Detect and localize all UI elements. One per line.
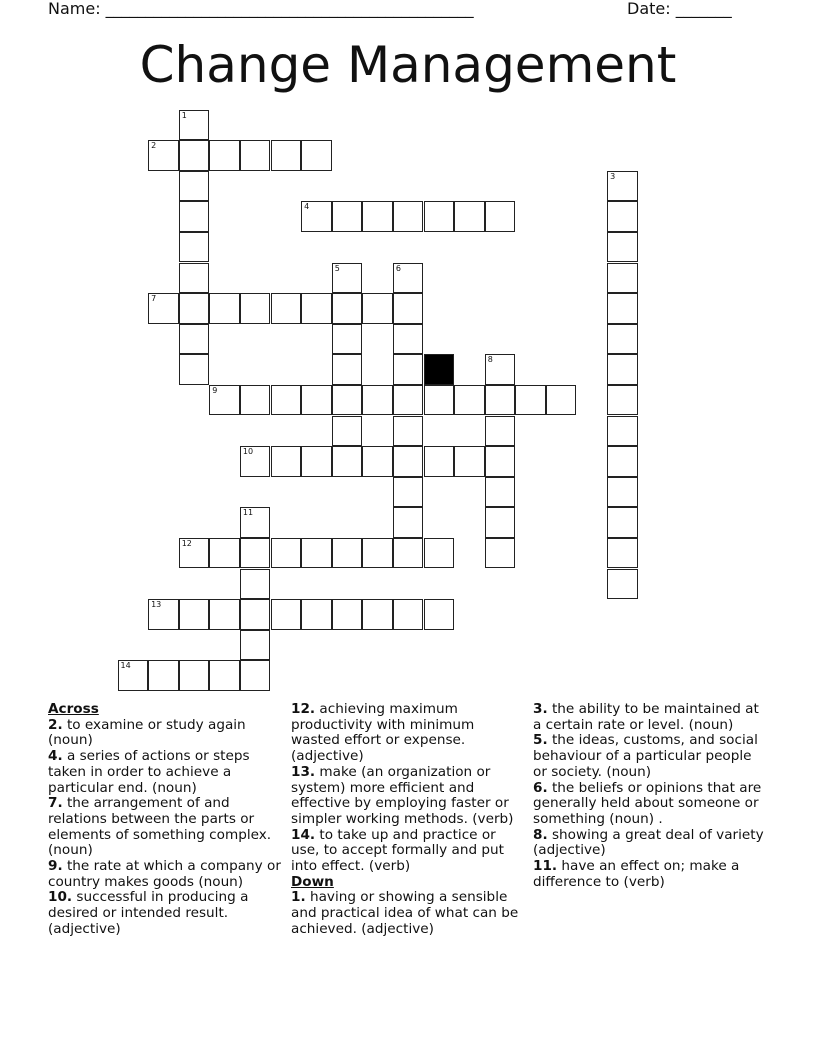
clue-number: 6 — [395, 263, 401, 273]
grid-cell[interactable] — [301, 538, 332, 569]
grid-cell[interactable] — [332, 354, 363, 385]
grid-cell[interactable] — [607, 477, 638, 508]
grid-cell[interactable] — [240, 599, 271, 630]
grid-cell[interactable] — [607, 446, 638, 477]
grid-cell[interactable] — [332, 446, 363, 477]
grid-cell[interactable] — [362, 599, 393, 630]
grid-cell[interactable] — [301, 140, 332, 171]
grid-cell[interactable] — [179, 293, 210, 324]
grid-cell[interactable] — [179, 660, 210, 691]
grid-cell[interactable] — [607, 263, 638, 294]
clue-down-3: 3. the ability to be maintained at a certain rate or level. (noun) — [533, 701, 759, 733]
clue-across-4: 4. a series of actions or steps taken in order to achieve a particular end. (noun) — [48, 748, 250, 796]
grid-cell[interactable] — [148, 660, 179, 691]
clue-across-7: 7. the arrangement of and relations between the parts or elements of something complex. (noun) — [48, 795, 272, 859]
grid-cell[interactable] — [179, 599, 210, 630]
clue-number: 12 — [181, 538, 192, 548]
grid-cell[interactable] — [424, 538, 455, 569]
clue-number: 7 — [151, 294, 157, 304]
grid-cell[interactable] — [485, 354, 516, 385]
grid-cell[interactable] — [332, 538, 363, 569]
grid-cell[interactable] — [240, 140, 271, 171]
grid-cell[interactable] — [301, 293, 332, 324]
grid-cell[interactable] — [179, 538, 210, 569]
grid-cell[interactable] — [393, 263, 424, 294]
grid-cell[interactable] — [179, 140, 210, 171]
grid-cell[interactable] — [362, 201, 393, 232]
grid-cell[interactable] — [362, 293, 393, 324]
clue-down-1: 1. having or showing a sensible and practical idea of what can be achieved. (adjective) — [291, 889, 519, 937]
clue-across-13: 13. make (an organization or system) more efficient and effective by employing faster or simpler working methods. (verb) — [291, 763, 514, 827]
grid-cell[interactable] — [209, 538, 240, 569]
grid-cell[interactable] — [362, 385, 393, 416]
grid-cell[interactable] — [240, 630, 271, 661]
clue-down-5: 5. the ideas, customs, and social behaviour of a particular people or society. (noun) — [533, 732, 758, 780]
grid-cell[interactable] — [393, 446, 424, 477]
grid-cell[interactable] — [240, 507, 271, 538]
clue-across-12: 12. achieving maximum productivity with minimum wasted effort or expense. (adjective) — [291, 701, 475, 765]
grid-cell[interactable] — [607, 293, 638, 324]
grid-cell[interactable] — [118, 660, 149, 691]
clue-number: 8 — [487, 355, 493, 365]
grid-cell[interactable] — [393, 324, 424, 355]
grid-cell[interactable] — [485, 201, 516, 232]
grid-cell[interactable] — [393, 201, 424, 232]
grid-cell[interactable] — [148, 140, 179, 171]
grid-cell[interactable] — [393, 599, 424, 630]
clue-number: 1 — [181, 110, 187, 120]
clues-column-3 — [533, 702, 769, 890]
grid-cell[interactable] — [240, 385, 271, 416]
grid-cell[interactable] — [301, 385, 332, 416]
grid-cell[interactable] — [179, 171, 210, 202]
grid-cell[interactable] — [240, 293, 271, 324]
grid-cell[interactable] — [179, 232, 210, 263]
grid-cell[interactable] — [485, 538, 516, 569]
grid-cell[interactable] — [607, 569, 638, 600]
down-heading: Down — [291, 873, 334, 890]
grid-cell[interactable] — [485, 477, 516, 508]
grid-cell[interactable] — [485, 507, 516, 538]
grid-cell[interactable] — [515, 385, 546, 416]
grid-cell[interactable] — [271, 538, 302, 569]
grid-cell[interactable] — [454, 201, 485, 232]
grid-cell[interactable] — [179, 110, 210, 141]
black-square — [424, 354, 455, 385]
clue-number: 9 — [212, 385, 218, 395]
clue-number: 2 — [151, 141, 157, 151]
grid-cell[interactable] — [301, 446, 332, 477]
clue-across-14: 14. to take up and practice or use, to accept formally and put into effect. (verb) — [291, 826, 505, 875]
date-field-line: Date: _______ — [627, 0, 732, 18]
grid-cell[interactable] — [301, 599, 332, 630]
clue-across-10: 10. successful in producing a desired or intended result. (adjective) — [48, 889, 249, 937]
grid-cell[interactable] — [209, 385, 240, 416]
grid-cell[interactable] — [301, 201, 332, 232]
grid-cell[interactable] — [485, 416, 516, 447]
grid-cell[interactable] — [393, 385, 424, 416]
grid-cell[interactable] — [179, 324, 210, 355]
grid-cell[interactable] — [271, 293, 302, 324]
grid-cell[interactable] — [393, 293, 424, 324]
clue-number: 10 — [242, 447, 254, 457]
clues-column-1 — [48, 702, 284, 938]
grid-cell[interactable] — [240, 569, 271, 600]
clue-across-9: 9. the rate at which a company or country makes goods (noun) — [48, 858, 281, 890]
clues-column-2 — [291, 702, 527, 938]
grid-cell[interactable] — [271, 446, 302, 477]
clue-number: 4 — [304, 202, 310, 212]
clue-down-11: 11. have an effect on; make a difference to (verb) — [533, 858, 740, 890]
clue-number: 11 — [242, 508, 254, 518]
grid-cell[interactable] — [607, 201, 638, 232]
grid-cell[interactable] — [332, 599, 363, 630]
grid-cell[interactable] — [240, 538, 271, 569]
grid-cell[interactable] — [607, 232, 638, 263]
clue-number: 5 — [334, 263, 340, 273]
grid-cell[interactable] — [607, 416, 638, 447]
grid-cell[interactable] — [607, 324, 638, 355]
grid-cell[interactable] — [209, 599, 240, 630]
grid-cell[interactable] — [546, 385, 577, 416]
grid-cell[interactable] — [607, 507, 638, 538]
clue-down-8: 8. showing a great deal of variety (adjective) — [533, 826, 764, 859]
grid-cell[interactable] — [332, 385, 363, 416]
grid-cell[interactable] — [179, 354, 210, 385]
grid-cell[interactable] — [240, 660, 271, 691]
grid-cell[interactable] — [332, 201, 363, 232]
grid-cell[interactable] — [209, 140, 240, 171]
across-heading: Across — [48, 701, 99, 717]
grid-cell[interactable] — [362, 446, 393, 477]
grid-cell[interactable] — [148, 599, 179, 630]
clue-number: 13 — [151, 600, 162, 610]
grid-cell[interactable] — [148, 293, 179, 324]
grid-cell[interactable] — [271, 385, 302, 416]
grid-cell[interactable] — [393, 354, 424, 385]
grid-cell[interactable] — [454, 385, 485, 416]
grid-cell[interactable] — [179, 201, 210, 232]
grid-cell[interactable] — [424, 385, 455, 416]
grid-cell[interactable] — [393, 507, 424, 538]
grid-cell[interactable] — [424, 599, 455, 630]
grid-cell[interactable] — [209, 293, 240, 324]
clue-number: 3 — [610, 171, 616, 181]
grid-cell[interactable] — [607, 385, 638, 416]
page-title: Change Management — [139, 36, 677, 94]
grid-cell[interactable] — [454, 446, 485, 477]
grid-cell[interactable] — [362, 538, 393, 569]
grid-cell[interactable] — [424, 201, 455, 232]
grid-cell[interactable] — [424, 446, 455, 477]
grid-cell[interactable] — [607, 354, 638, 385]
grid-cell[interactable] — [485, 385, 516, 416]
grid-cell[interactable] — [240, 446, 271, 477]
grid-cell[interactable] — [393, 538, 424, 569]
grid-cell[interactable] — [607, 538, 638, 569]
grid-cell[interactable] — [332, 416, 363, 447]
grid-cell[interactable] — [485, 446, 516, 477]
grid-cell[interactable] — [209, 660, 240, 691]
grid-cell[interactable] — [393, 477, 424, 508]
grid-cell[interactable] — [607, 171, 638, 202]
grid-cell[interactable] — [393, 416, 424, 447]
grid-cell[interactable] — [332, 263, 363, 294]
grid-cell[interactable] — [271, 599, 302, 630]
grid-cell[interactable] — [271, 140, 302, 171]
name-field-line: Name: ______________________________________________ — [48, 0, 474, 18]
grid-cell[interactable] — [179, 263, 210, 294]
clue-down-6: 6. the beliefs or opinions that are generally held about someone or something (noun) . — [533, 779, 762, 827]
grid-cell[interactable] — [332, 324, 363, 355]
clue-number: 14 — [120, 661, 131, 671]
clue-across-2: 2. to examine or study again (noun) — [48, 716, 246, 749]
grid-cell[interactable] — [332, 293, 363, 324]
